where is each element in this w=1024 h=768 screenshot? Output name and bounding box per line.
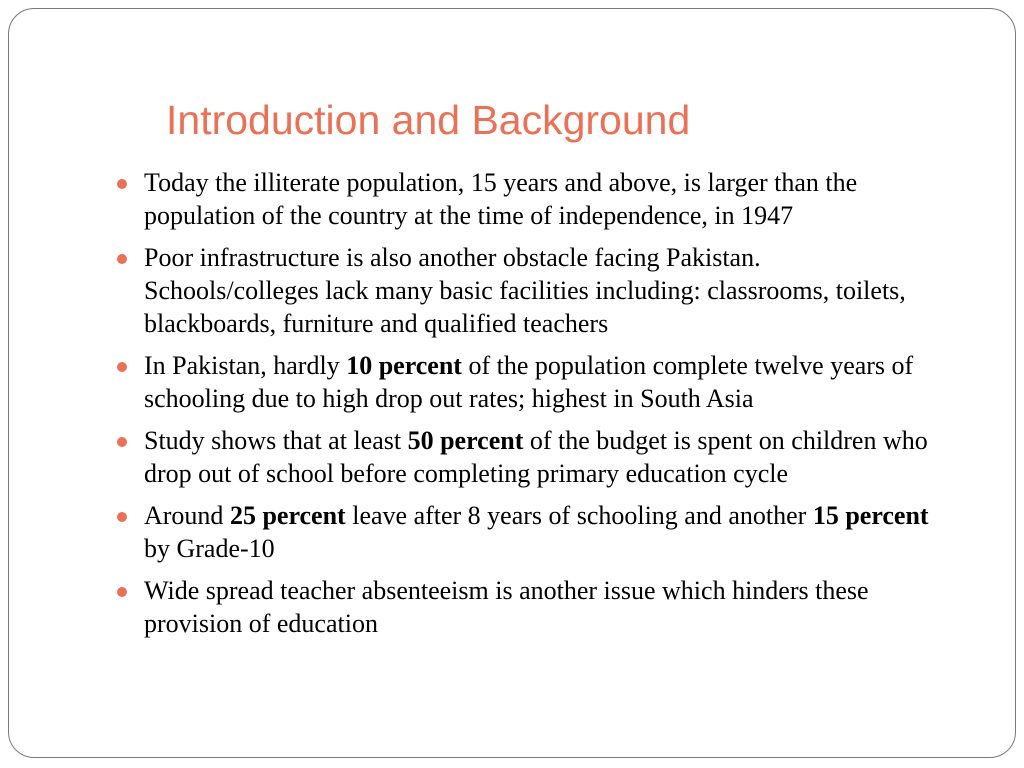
bullet-dot-icon xyxy=(117,362,127,372)
bullet-dot-icon xyxy=(117,254,127,264)
bullet-dot-icon xyxy=(117,179,127,189)
bullet-item xyxy=(110,241,940,340)
bullet-text: Wide spread teacher absenteeism is another issue which hinders these provision of education xyxy=(144,576,869,638)
bullet-text: Today the illiterate population, 15 years and above, is larger than the population of the country at the time of independence, in 1947 xyxy=(144,168,858,230)
bullet-dot-icon xyxy=(117,437,127,447)
bullet-item xyxy=(110,424,940,490)
bullet-text xyxy=(144,351,913,413)
bullet-text-part: Around xyxy=(144,501,230,530)
bullet-dot-icon xyxy=(117,587,127,597)
bullet-emphasis: 50 percent xyxy=(407,426,524,455)
slide-title: Introduction and Background xyxy=(166,97,691,143)
bullet-item xyxy=(110,349,940,415)
bullet-item xyxy=(110,166,940,232)
bullet-dot-icon xyxy=(117,512,127,522)
bullet-text-part: of the population complete twelve years of schooling due to high drop out rates; highest in South Asia xyxy=(144,351,914,413)
bullet-item xyxy=(110,499,940,565)
bullet-list xyxy=(110,166,940,649)
bullet-text-part: Study shows that at least xyxy=(144,426,408,455)
bullet-text xyxy=(144,501,929,563)
bullet-text-part: of the budget is spent on children who drop out of school before completing primary education cycle xyxy=(144,426,928,488)
bullet-text-part: In Pakistan, hardly xyxy=(144,351,347,380)
bullet-emphasis: 10 percent xyxy=(346,351,462,380)
bullet-emphasis: 15 percent xyxy=(812,501,929,530)
bullet-text xyxy=(144,426,928,488)
bullet-text: Poor infrastructure is also another obstacle facing Pakistan. Schools/colleges lack many basic facilities including: classrooms, toilets, blackboards, furniture and qualified teachers xyxy=(144,243,906,338)
bullet-text-part: leave after 8 years of schooling and another xyxy=(345,501,813,530)
bullet-item xyxy=(110,574,940,640)
bullet-text-part: by Grade-10 xyxy=(144,534,275,563)
bullet-emphasis: 25 percent xyxy=(229,501,346,530)
